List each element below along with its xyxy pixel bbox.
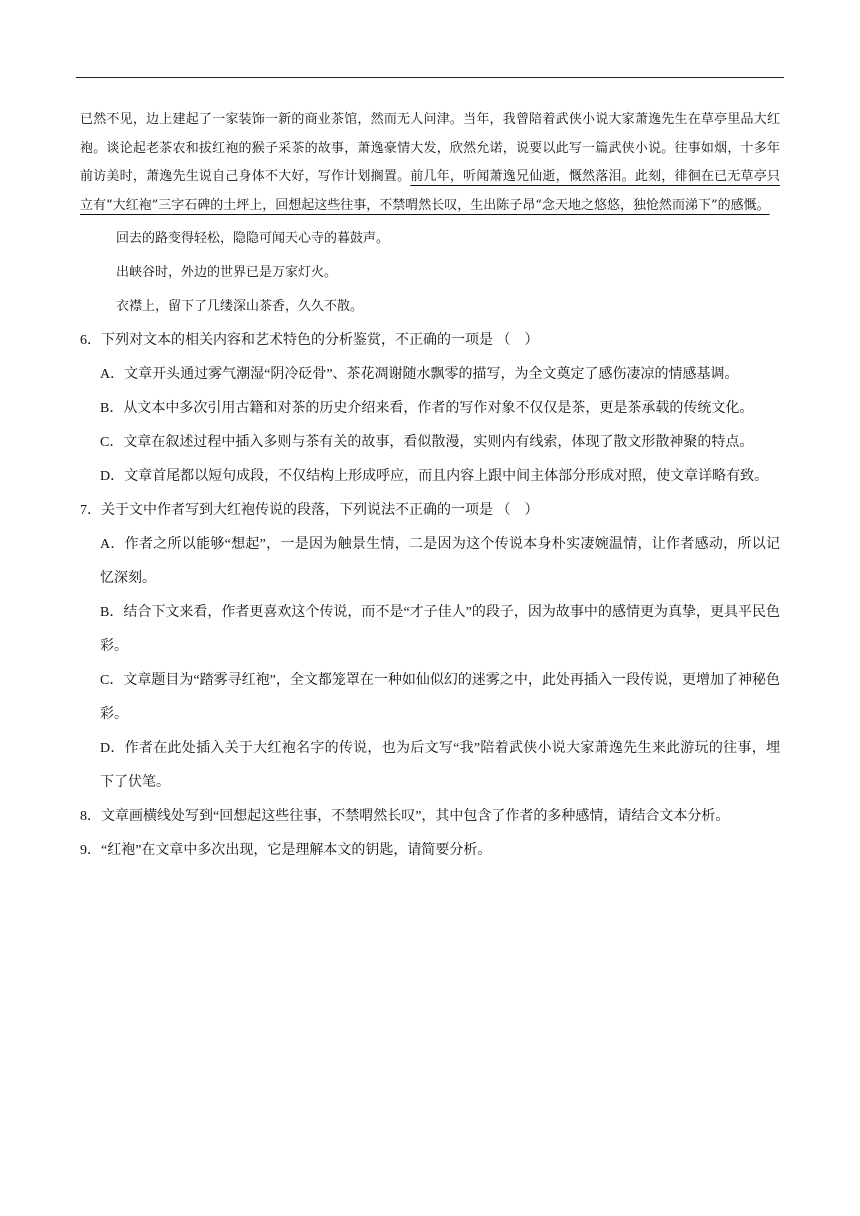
question-6-stem: 6．下列对文本的相关内容和艺术特色的分析鉴赏，不正确的一项是 （ ） xyxy=(80,333,539,349)
question-7-option-d: D．作者在此处插入关于大红袍名字的传说，也为后文写“我”陪着武侠小说大家萧逸先生来此游玩的往事，埋下了伏笔。 xyxy=(100,741,780,791)
question-7-option-b: B．结合下文来看，作者更喜欢这个传说，而不是“才子佳人”的段子，因为故事中的感情更为真挚，更具平民色彩。 xyxy=(100,605,780,655)
question-7-option-c: C．文章题目为“踏雾寻红袍”，全文都笼罩在一种如仙似幻的迷雾之中，此处再插入一段传说，更增加了神秘色彩。 xyxy=(100,673,780,723)
header-rule xyxy=(76,77,784,78)
passage-line-valley: 出峡谷时，外边的世界已是万家灯火。 xyxy=(116,265,338,281)
question-8-stem: 8．文章画横线处写到“回想起这些往事，不禁喟然长叹”，其中包含了作者的多种感情，请结合文本分析。 xyxy=(80,809,730,825)
page-content xyxy=(80,106,780,868)
question-6-option-d: D．文章首尾都以短句成段，不仅结构上形成呼应，而且内容上跟中间主体部分形成对照，使文章详略有致。 xyxy=(100,469,769,485)
question-7-option-a: A．作者之所以能够“想起”，一是因为触景生情，二是因为这个传说本身朴实凄婉温情，让作者感动，所以记忆深刻。 xyxy=(100,537,780,587)
underlined-passage: 前几年，听闻萧逸兄仙逝，慨然落泪。此刻，徘徊在已无草亭只立有“大红袍”三字石碑的土坪上，回想起这些往事，不禁喟然长叹，生出陈子昂“念天地之悠悠，独怆然而涕下”的感慨。 xyxy=(80,169,780,213)
question-9-stem: 9．“红袍”在文章中多次出现，它是理解本文的钥匙，请简要分析。 xyxy=(80,843,492,859)
passage-paragraph xyxy=(80,106,780,220)
passage-line-return: 回去的路变得轻松，隐隐可闻天心寺的暮鼓声。 xyxy=(116,231,390,247)
question-6-option-b: B．从文本中多次引用古籍和对茶的历史介绍来看，作者的写作对象不仅仅是茶，更是茶承载的传统文化。 xyxy=(100,401,754,417)
passage-text: 已然不见，边上建起了一家装饰一新的商业茶馆，然而无人问津。当年，我曾陪着武侠小说大家萧逸先生在草亭里品大红袍。谈论起老茶农和拔红袍的猴子采茶的故事，萧逸豪情大发，欣然允诺，说要以此写一篇武侠小说。往事如烟，十多年前访美时，萧逸先生说自己身体不大好，写作计划搁置。 xyxy=(80,112,780,185)
question-6-option-c: C．文章在叙述过程中插入多则与茶有关的故事，看似散漫，实则内有线索，体现了散文形散神聚的特点。 xyxy=(100,435,754,451)
question-7-stem: 7．关于文中作者写到大红袍传说的段落，下列说法不正确的一项是 （ ） xyxy=(80,503,539,519)
passage-line-lapel: 衣襟上，留下了几缕深山茶香，久久不散。 xyxy=(116,299,364,315)
question-6-option-a: A．文章开头通过雾气潮湿“阴冷砭骨”、茶花凋谢随水飘零的描写，为全文奠定了感伤凄凉的情感基调。 xyxy=(100,367,739,383)
